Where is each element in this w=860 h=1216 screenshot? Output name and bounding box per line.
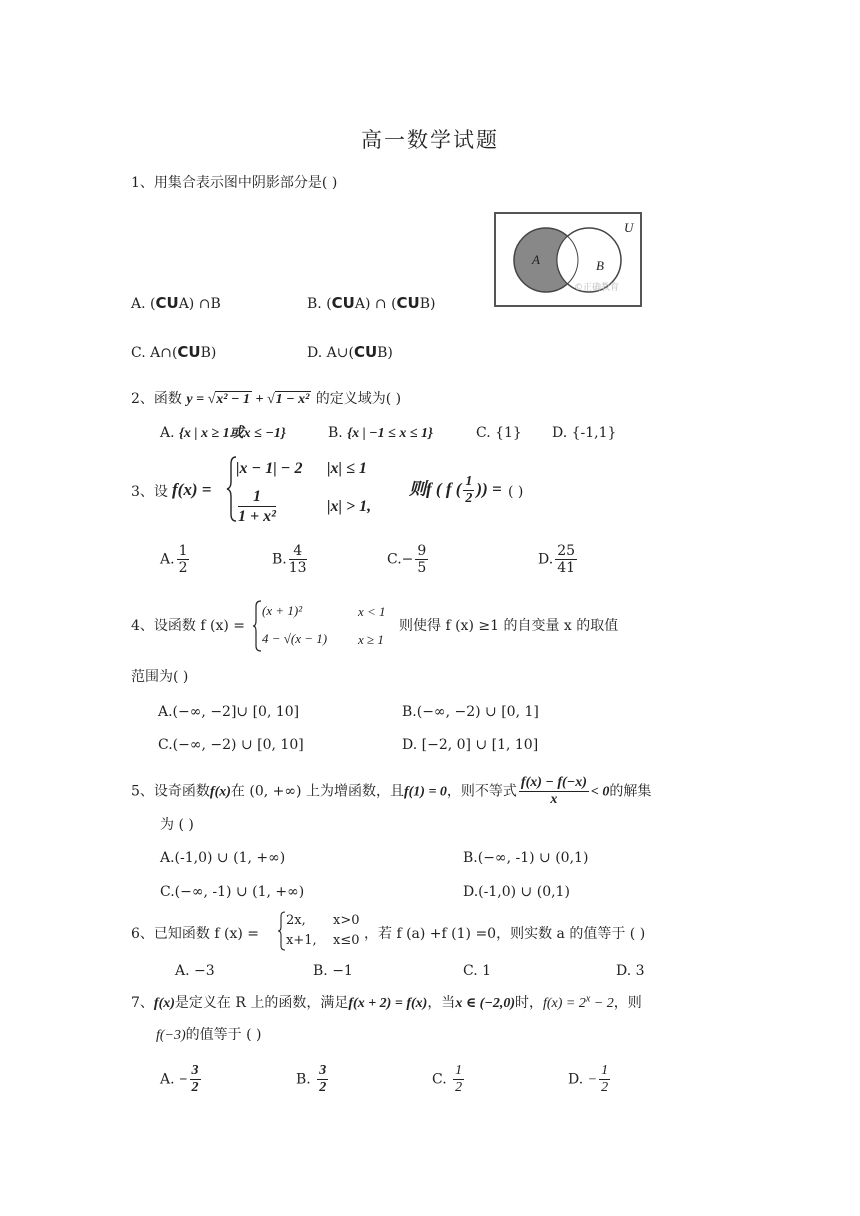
complement-symbol: CU bbox=[155, 294, 179, 312]
q5-option-c: C.(−∞, -1) ∪ (1, +∞) bbox=[160, 884, 305, 900]
q3-case2-cond: |x| > 1, bbox=[327, 498, 372, 515]
q4-option-c: C.(−∞, −2) ∪ [0, 10] bbox=[158, 737, 304, 753]
q4-option-b: B.(−∞, −2) ∪ [0, 1] bbox=[402, 704, 539, 720]
q6-option-d: D. 3 bbox=[616, 963, 645, 979]
q1-option-d: D. A∪(CUB) bbox=[307, 343, 393, 361]
q3-blank: ( ) bbox=[508, 484, 524, 500]
q2-option-b: B. {x | −1 ≤ x ≤ 1} bbox=[328, 425, 433, 441]
venn-diagram bbox=[494, 212, 642, 307]
q7-stem-line2: f(−3)的值等于 ( ) bbox=[156, 1027, 262, 1043]
q2-option-c: C. {1} bbox=[476, 425, 522, 441]
q3-fx: f(x) = bbox=[172, 480, 212, 499]
q3-case1-cond: |x| ≤ 1 bbox=[327, 460, 367, 477]
q3-option-b: B. $\frac{4}{13}$ bbox=[272, 543, 307, 576]
q3-stem-prefix: 3、设 bbox=[131, 484, 168, 500]
label-a: A bbox=[532, 252, 540, 267]
q4-case2-cond: x ≥ 1 bbox=[358, 632, 384, 647]
q7-option-d: D. − $\frac{1}{2}$ bbox=[568, 1063, 609, 1095]
q4-option-d: D. [−2, 0] ∪ [1, 10] bbox=[402, 737, 539, 753]
q6-case1-cond: x>0 bbox=[333, 913, 360, 928]
q4-case1-expr: (x + 1)² bbox=[262, 603, 303, 618]
venn-svg bbox=[496, 214, 640, 305]
q7-option-b: B. $\frac{3}{2}$ bbox=[296, 1063, 327, 1095]
q4-stem-prefix: 4、设函数 f (x) = bbox=[131, 618, 245, 634]
q1-option-c: C. A∩(CUB) bbox=[131, 343, 217, 361]
complement-symbol: CU bbox=[177, 343, 201, 361]
q6-case2-expr: x+1, bbox=[286, 933, 317, 948]
q4-stem-line2: 范围为( ) bbox=[131, 669, 189, 685]
q6-stem-prefix: 6、已知函数 f (x) = bbox=[131, 926, 259, 942]
q7-option-c: C. $\frac{1}{2}$ bbox=[432, 1063, 463, 1095]
q5-option-a: A.(-1,0) ∪ (1, +∞) bbox=[160, 850, 286, 866]
q3-option-c: C.− $\frac{9}{5}$ bbox=[387, 543, 427, 576]
complement-symbol: CU bbox=[331, 294, 355, 312]
q2-formula-lhs: y = bbox=[186, 392, 208, 407]
q4-brace bbox=[252, 600, 262, 652]
q3-option-a: A. $\frac{1}{2}$ bbox=[160, 543, 188, 576]
q6-option-c: C. 1 bbox=[463, 963, 492, 979]
q5-option-b: B.(−∞, -1) ∪ (0,1) bbox=[463, 850, 589, 866]
q6-case2-cond: x≤0 bbox=[333, 933, 360, 948]
q3-case1-expr: |x − 1| − 2 bbox=[236, 460, 303, 477]
q4-stem-post: 则使得 f (x) ≥1 的自变量 x 的取值 bbox=[399, 618, 619, 634]
q2-option-a: A. {x | x ≥ 1或x ≤ −1} bbox=[160, 425, 286, 441]
q5-stem: 5、设奇函数f(x)在 (0, +∞) 上为增函数，且f(1) = 0，则不等式 $\frac{f(x) - f(-x)}{x}$ < 0的解集 bbox=[131, 775, 652, 807]
q1-option-b: B. (CUA) ∩ (CUB) bbox=[307, 294, 436, 312]
q6-stem-post: ，若 f (a) +f (1) =0，则实数 a 的值等于 ( ) bbox=[364, 926, 646, 942]
q7-stem: 7、f(x)是定义在 R 上的函数，满足f(x + 2) = f(x)，当x ∈ (−2,0)时，$f(x) = 2^x - 2$，则 bbox=[131, 993, 642, 1011]
q1-option-a: A. (CUA) ∩B bbox=[131, 294, 221, 312]
complement-symbol: CU bbox=[353, 343, 378, 361]
q4-option-a: A.(−∞, −2]∪ [0, 10] bbox=[158, 704, 300, 720]
q2-radical-1: x² − 1 bbox=[216, 392, 250, 407]
q5-stem-line2: 为 ( ) bbox=[160, 817, 194, 833]
page-title: 高一数学试题 bbox=[361, 128, 499, 152]
q6-option-b: B. −1 bbox=[313, 963, 353, 979]
label-u: U bbox=[624, 220, 634, 235]
q6-option-a: A. −3 bbox=[175, 963, 215, 979]
q3-option-d: D. $\frac{25}{41}$ bbox=[538, 543, 576, 576]
label-b: B bbox=[596, 258, 604, 273]
watermark: ©正确教育 bbox=[574, 283, 620, 293]
q4-case2-expr: 4 − √(x − 1) bbox=[262, 631, 328, 646]
q2-radical-2: 1 − x² bbox=[275, 392, 310, 407]
q5-option-d: D.(-1,0) ∪ (0,1) bbox=[463, 884, 570, 900]
complement-symbol: CU bbox=[396, 294, 420, 312]
q7-option-a: A. − $\frac{3}{2}$ bbox=[160, 1063, 199, 1095]
q3-case2-frac: $\frac{1}{\text{1 + x²}}$ bbox=[238, 488, 276, 525]
q3-then: 则f ( f ( $\frac{1}{2}$ )) = bbox=[409, 474, 502, 506]
q2-stem: 2、函数 y = √x² − 1 + √1 − x² 的定义域为( ) bbox=[131, 391, 402, 407]
q4-case1-cond: x < 1 bbox=[358, 604, 386, 619]
q6-brace bbox=[277, 911, 286, 951]
q2-option-d: D. {-1,1} bbox=[552, 425, 617, 441]
q6-case1-expr: 2x, bbox=[286, 913, 306, 928]
q1-stem: 1、用集合表示图中阴影部分是( ) bbox=[131, 175, 338, 191]
